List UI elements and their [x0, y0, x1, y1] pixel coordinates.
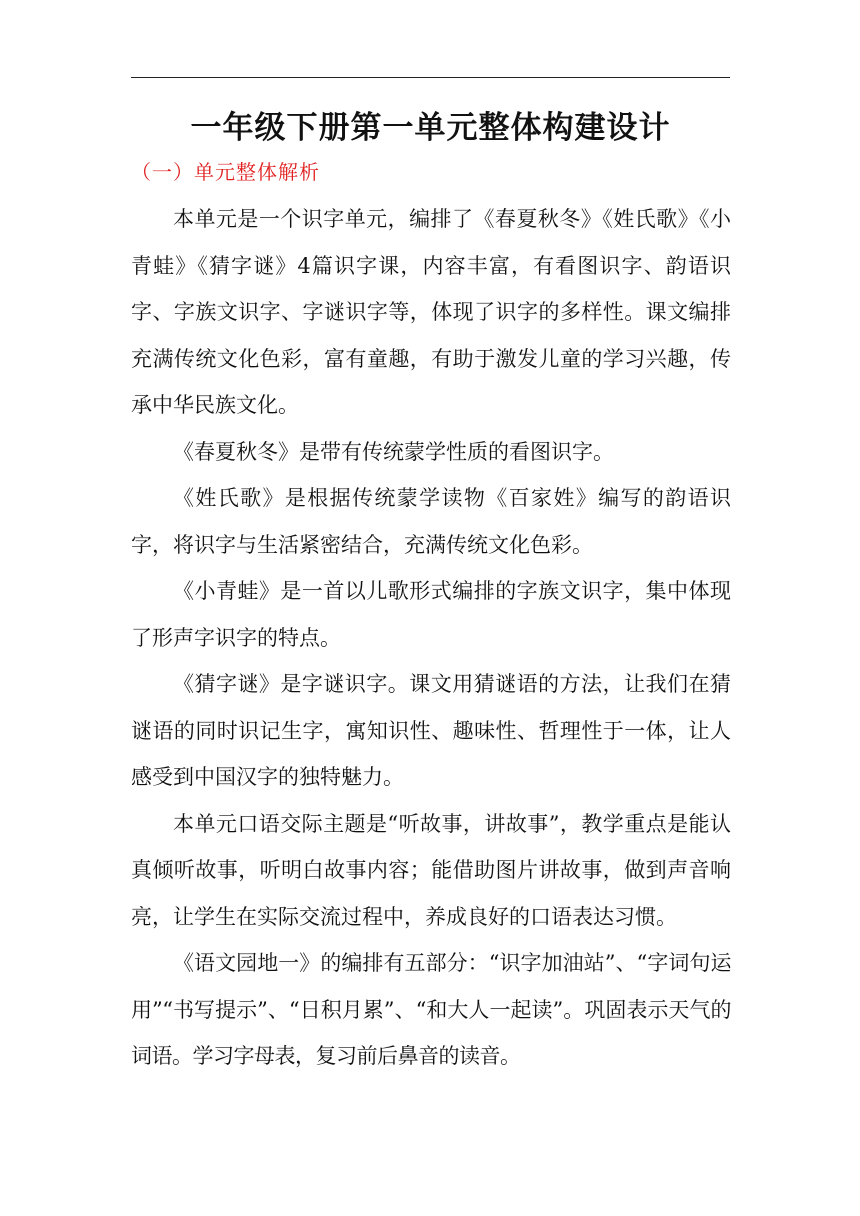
paragraph-chunxiaqiudong: 《春夏秋冬》是带有传统蒙学性质的看图识字。: [173, 439, 614, 464]
document-body: [131, 196, 731, 1080]
header-rule: [131, 77, 730, 78]
paragraph-xingshige: 《姓氏歌》是根据传统蒙学读物《百家姓》编写的韵语识字，将识字与生活紧密结合，充满传统文化色彩。: [131, 486, 731, 557]
paragraph-yuwen-yuandi: 《语文园地一》的编排有五部分：“识字加油站”、“字词句运用”“书写提示”、“日积月累”、“和大人一起读”。巩固表示天气的词语。学习字母表，复习前后鼻音的读音。: [131, 951, 731, 1068]
section-heading: （一）单元整体解析: [131, 160, 320, 184]
paragraph-unit-overview: 本单元是一个识字单元，编排了《春夏秋冬》《姓氏歌》《小青蛙》《猜字谜》4篇识字课，内容丰富，有看图识字、韵语识字、字族文识字、字谜识字等，体现了识字的多样性。课文编排充满传统文化色彩，富有童趣，有助于激发儿童的学习兴趣，传承中华民族文化。: [131, 207, 731, 417]
paragraph-caiziimi: 《猜字谜》是字谜识字。课文用猜谜语的方法，让我们在猜谜语的同时识记生字，寓知识性、趣味性、哲理性于一体，让人感受到中国汉字的独特魅力。: [131, 672, 731, 789]
paragraph-oral-communication: 本单元口语交际主题是“听故事，讲故事”，教学重点是能认真倾听故事，听明白故事内容；能借助图片讲故事，做到声音响亮，让学生在实际交流过程中，养成良好的口语表达习惯。: [131, 811, 731, 929]
document-title: 一年级下册第一单元整体构建设计: [190, 110, 671, 146]
paragraph-xiaoqingwa: 《小青蛙》是一首以儿歌形式编排的字族文识字，集中体现了形声字识字的特点。: [131, 579, 731, 650]
